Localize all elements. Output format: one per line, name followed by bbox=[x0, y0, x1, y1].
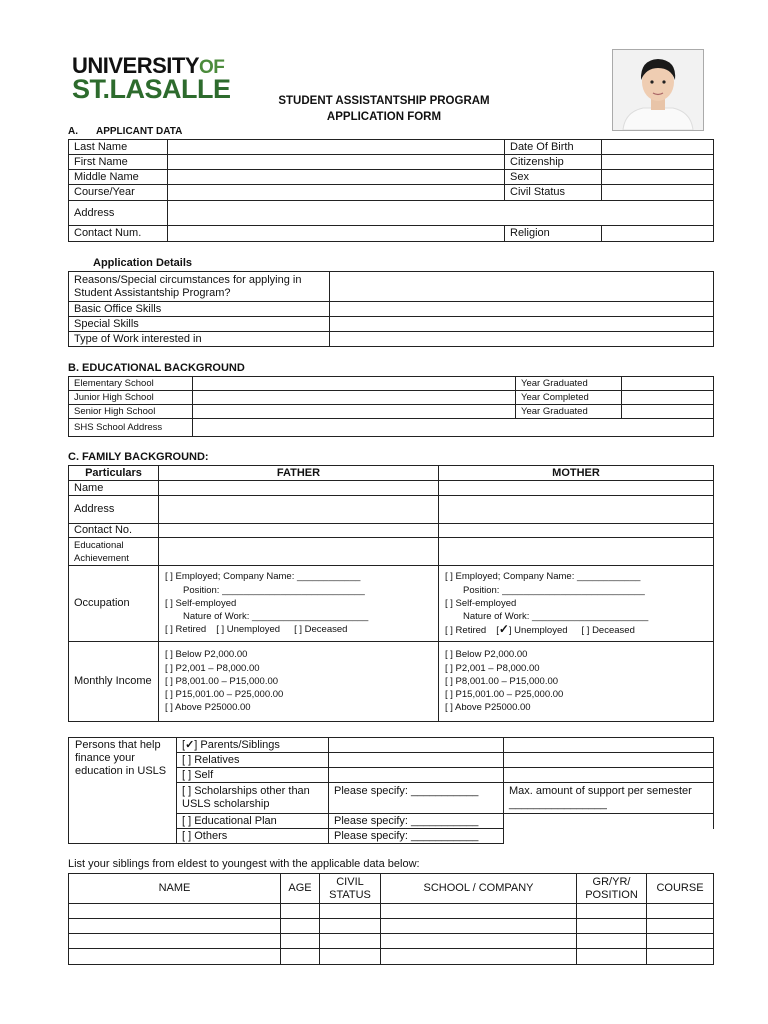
others-specify-field[interactable]: Please specify: ___________ bbox=[329, 829, 504, 844]
plan-specify-field[interactable]: Please specify: ___________ bbox=[329, 814, 504, 829]
mother-income-option[interactable]: [ ] P8,001.00 – P15,000.00 bbox=[445, 675, 559, 687]
mother-occupation bbox=[439, 566, 714, 642]
mother-deceased-option[interactable]: [ ] Deceased bbox=[581, 625, 635, 637]
father-income bbox=[159, 642, 439, 722]
mother-nature-line[interactable]: Nature of Work: ______________________ bbox=[463, 611, 649, 623]
occupation-label: Occupation bbox=[69, 566, 159, 642]
father-education-field[interactable] bbox=[159, 538, 439, 566]
family-address-label: Address bbox=[69, 496, 159, 524]
form-title-line2: APPLICATION FORM bbox=[326, 111, 442, 123]
mother-retired-option[interactable]: [ ] Retired bbox=[445, 625, 487, 637]
office-skills-label: Basic Office Skills bbox=[69, 302, 330, 317]
father-position-line[interactable]: Position: ___________________________ bbox=[183, 584, 365, 596]
elementary-field[interactable] bbox=[193, 377, 516, 391]
junior-year-field[interactable] bbox=[622, 391, 714, 405]
logo-of: OF bbox=[199, 57, 225, 78]
parents-option[interactable]: [✓] Parents/Siblings bbox=[177, 738, 329, 753]
shs-address-field[interactable] bbox=[193, 419, 714, 437]
name-label: Name bbox=[69, 481, 159, 496]
application-details-heading: Application Details bbox=[93, 257, 193, 269]
mother-header: MOTHER bbox=[439, 466, 714, 481]
section-c-heading: C. FAMILY BACKGROUND: bbox=[68, 451, 209, 463]
logo-line1: UNIVERSITY bbox=[72, 53, 200, 78]
mother-contact-field[interactable] bbox=[439, 524, 714, 538]
father-retired-option[interactable]: [ ] Retired bbox=[165, 624, 207, 636]
course-year-field[interactable] bbox=[168, 185, 505, 201]
father-employed-option[interactable]: [ ] Employed; Company Name: ____________ bbox=[165, 571, 361, 583]
elementary-label: Elementary School bbox=[69, 377, 193, 391]
year-graduated-label: Year Graduated bbox=[516, 377, 622, 391]
sibling-row bbox=[69, 949, 714, 965]
middle-name-field[interactable] bbox=[168, 170, 505, 185]
address-field[interactable] bbox=[168, 201, 714, 226]
sibling-civil-status-header: CIVIL STATUS bbox=[320, 874, 381, 904]
sibling-row bbox=[69, 919, 714, 934]
mother-self-employed-option[interactable]: [ ] Self-employed bbox=[445, 597, 517, 609]
sex-label: Sex bbox=[505, 170, 602, 185]
senior-year-field[interactable] bbox=[622, 405, 714, 419]
application-details-table bbox=[68, 271, 714, 347]
mother-income-option[interactable]: [ ] P15,001.00 – P25,000.00 bbox=[445, 689, 564, 701]
family-contact-label: Contact No. bbox=[69, 524, 159, 538]
form-title-line1: STUDENT ASSISTANTSHIP PROGRAM bbox=[278, 95, 490, 107]
mother-unemployed-option[interactable]: Unemployed bbox=[514, 625, 568, 637]
middle-name-label: Middle Name bbox=[69, 170, 168, 185]
address-label: Address bbox=[69, 201, 168, 226]
religion-label: Religion bbox=[505, 226, 602, 242]
shs-address-label: SHS School Address bbox=[69, 419, 193, 437]
junior-high-field[interactable] bbox=[193, 391, 516, 405]
special-skills-field[interactable] bbox=[330, 317, 714, 332]
sex-field[interactable] bbox=[602, 170, 714, 185]
contact-field[interactable] bbox=[168, 226, 505, 242]
senior-high-label: Senior High School bbox=[69, 405, 193, 419]
first-name-label: First Name bbox=[69, 155, 168, 170]
contact-label: Contact Num. bbox=[69, 226, 168, 242]
dob-label: Date Of Birth bbox=[505, 140, 602, 155]
applicant-data-table bbox=[68, 139, 714, 242]
section-a-heading: A. APPLICANT DATA bbox=[68, 126, 183, 137]
others-option[interactable]: [ ] Others bbox=[177, 829, 329, 844]
religion-field[interactable] bbox=[602, 226, 714, 242]
father-self-employed-option[interactable]: [ ] Self-employed bbox=[165, 597, 237, 609]
elementary-year-field[interactable] bbox=[622, 377, 714, 391]
father-header: FATHER bbox=[159, 466, 439, 481]
course-year-label: Course/Year bbox=[69, 185, 168, 201]
reasons-label: Reasons/Special circumstances for applying in Student Assistantship Program? bbox=[69, 272, 330, 302]
citizenship-field[interactable] bbox=[602, 155, 714, 170]
father-income-option[interactable]: [ ] P15,001.00 – P25,000.00 bbox=[165, 689, 284, 701]
siblings-intro: List your siblings from eldest to youngest with the applicable data below: bbox=[68, 858, 420, 870]
scholarship-specify-field[interactable]: Please specify: ___________ bbox=[329, 783, 504, 814]
mother-address-field[interactable] bbox=[439, 496, 714, 524]
reasons-field[interactable] bbox=[330, 272, 714, 302]
father-deceased-option[interactable]: [ ] Deceased bbox=[294, 624, 348, 636]
mother-income bbox=[439, 642, 714, 722]
finance-table bbox=[68, 737, 714, 844]
junior-high-label: Junior High School bbox=[69, 391, 193, 405]
sibling-row bbox=[69, 904, 714, 919]
mother-employed-option[interactable]: [ ] Employed; Company Name: ____________ bbox=[445, 571, 641, 583]
sibling-position-header: GR/YR/ POSITION bbox=[577, 874, 647, 904]
sibling-course-header: COURSE bbox=[647, 874, 714, 904]
checked-box-icon[interactable]: [✓] bbox=[496, 622, 512, 637]
sibling-school-header: SCHOOL / COMPANY bbox=[381, 874, 577, 904]
father-income-option[interactable]: [ ] P8,001.00 – P15,000.00 bbox=[165, 675, 279, 687]
father-contact-field[interactable] bbox=[159, 524, 439, 538]
mother-income-option[interactable]: [ ] Above P25000.00 bbox=[445, 702, 531, 714]
dob-field[interactable] bbox=[602, 140, 714, 155]
educational-plan-option[interactable]: [ ] Educational Plan bbox=[177, 814, 329, 829]
finance-label: Persons that help finance your education in USLS bbox=[69, 738, 177, 844]
logo-line2: ST.LASALLE bbox=[72, 74, 231, 104]
father-occupation bbox=[159, 566, 439, 642]
sibling-name-header: NAME bbox=[69, 874, 281, 904]
mother-position-line[interactable]: Position: ___________________________ bbox=[463, 584, 645, 596]
year-completed-label: Year Completed bbox=[516, 391, 622, 405]
mother-name-field[interactable] bbox=[439, 481, 714, 496]
checked-box-icon: ✓ bbox=[185, 738, 195, 751]
family-table bbox=[68, 465, 714, 722]
father-unemployed-option[interactable]: [ ] Unemployed bbox=[216, 624, 281, 636]
last-name-field[interactable] bbox=[168, 140, 505, 155]
special-skills-label: Special Skills bbox=[69, 317, 330, 332]
work-type-label: Type of Work interested in bbox=[69, 332, 330, 347]
senior-high-field[interactable] bbox=[193, 405, 516, 419]
civil-status-label: Civil Status bbox=[505, 185, 602, 201]
mother-education-field[interactable] bbox=[439, 538, 714, 566]
mother-income-option[interactable]: [ ] P2,001 – P8,000.00 bbox=[445, 662, 540, 674]
father-name-field[interactable] bbox=[159, 481, 439, 496]
education-table bbox=[68, 376, 714, 437]
sibling-age-header: AGE bbox=[281, 874, 320, 904]
father-income-option[interactable]: [ ] Below P2,000.00 bbox=[165, 649, 248, 661]
particulars-header: Particulars bbox=[69, 466, 159, 481]
relatives-option[interactable]: [ ] Relatives bbox=[177, 753, 329, 768]
max-amount-field[interactable]: Max. amount of support per semester ________________ bbox=[504, 783, 714, 814]
monthly-income-label: Monthly Income bbox=[69, 642, 159, 722]
year-graduated-label-2: Year Graduated bbox=[516, 405, 622, 419]
first-name-field[interactable] bbox=[168, 155, 505, 170]
mother-income-option[interactable]: [ ] Below P2,000.00 bbox=[445, 649, 528, 661]
section-b-heading: B. EDUCATIONAL BACKGROUND bbox=[68, 362, 245, 374]
work-type-field[interactable] bbox=[330, 332, 714, 347]
father-income-option[interactable]: [ ] P2,001 – P8,000.00 bbox=[165, 662, 260, 674]
father-nature-line[interactable]: Nature of Work: ______________________ bbox=[183, 611, 369, 623]
scholarships-option[interactable]: [ ] Scholarships other than USLS scholarship bbox=[177, 783, 329, 814]
sibling-row bbox=[69, 934, 714, 949]
office-skills-field[interactable] bbox=[330, 302, 714, 317]
civil-status-field[interactable] bbox=[602, 185, 714, 201]
last-name-label: Last Name bbox=[69, 140, 168, 155]
citizenship-label: Citizenship bbox=[505, 155, 602, 170]
siblings-table bbox=[68, 873, 714, 965]
self-option[interactable]: [ ] Self bbox=[177, 768, 329, 783]
education-achievement-label: Educational Achievement bbox=[69, 538, 159, 566]
father-address-field[interactable] bbox=[159, 496, 439, 524]
father-income-option[interactable]: [ ] Above P25000.00 bbox=[165, 702, 251, 714]
